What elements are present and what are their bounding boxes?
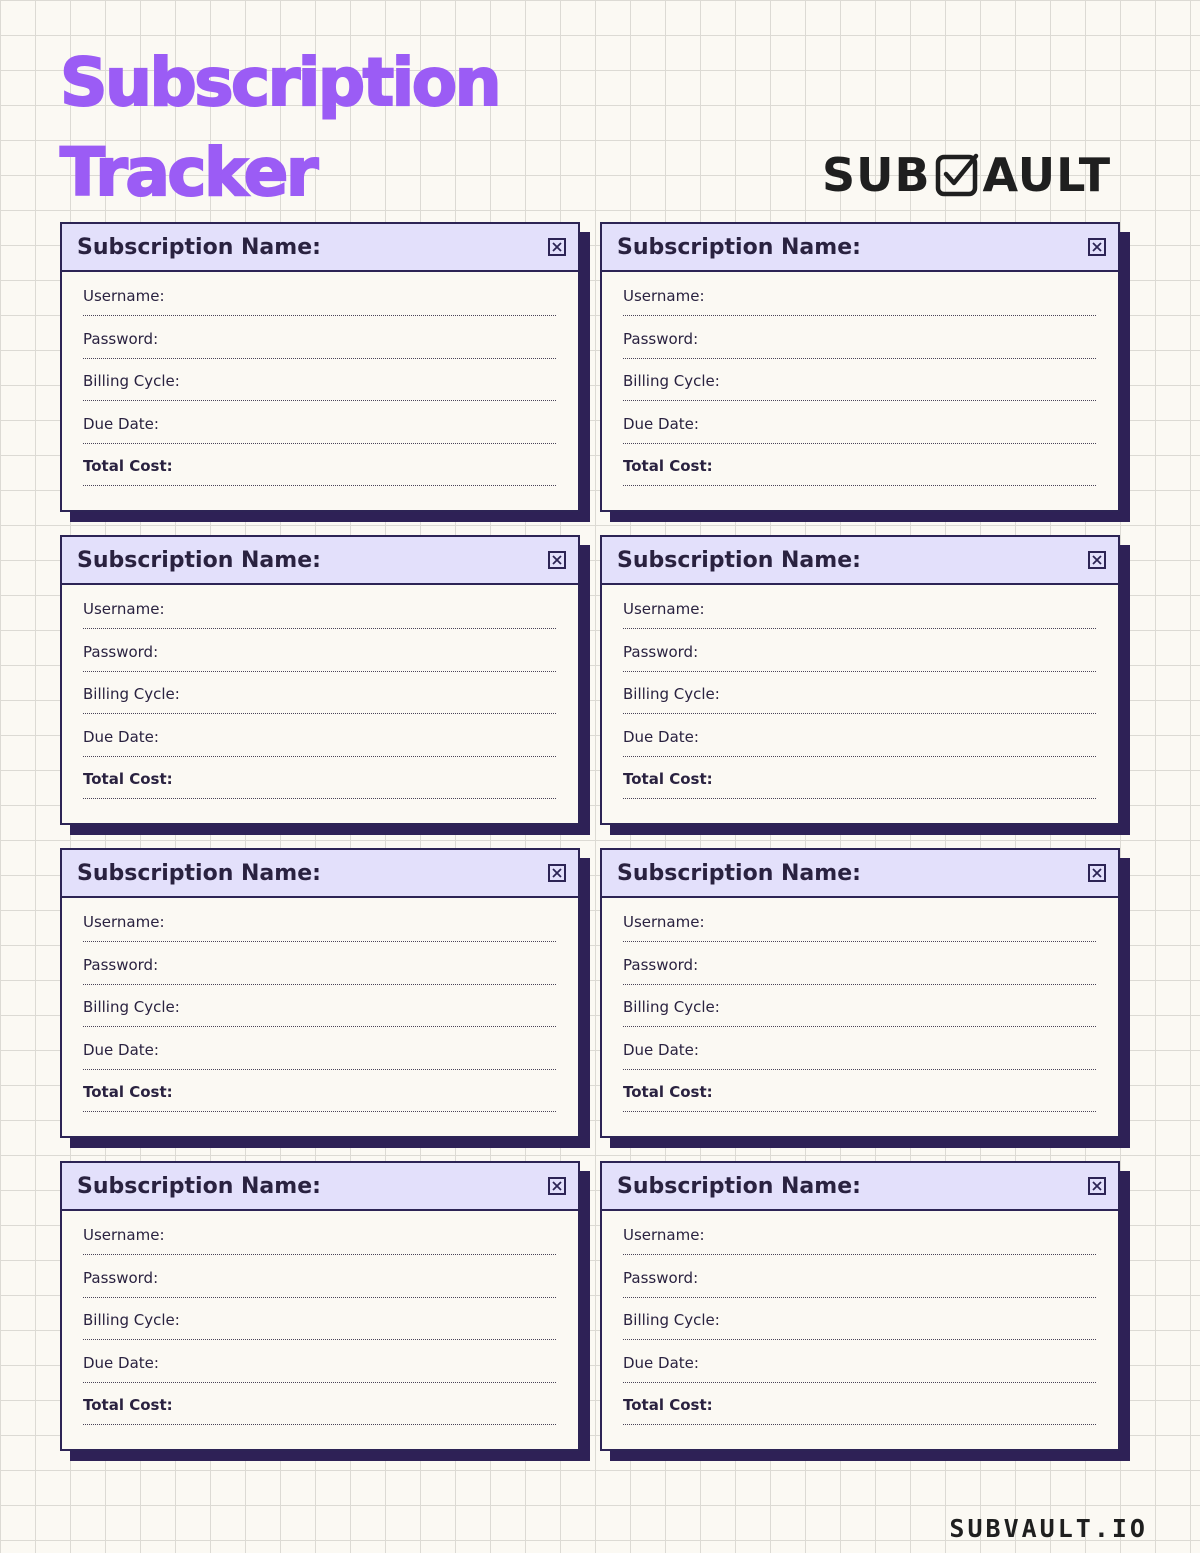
total-cost-field: Total Cost: xyxy=(83,757,556,800)
total-cost-field: Total Cost: xyxy=(623,1383,1096,1426)
username-field: Username: xyxy=(623,1219,1096,1255)
card-body xyxy=(602,585,1118,799)
subscription-card xyxy=(600,848,1120,1138)
billing-cycle-field: Billing Cycle: xyxy=(623,985,1096,1028)
card-header xyxy=(62,850,578,898)
close-box-icon xyxy=(1088,864,1106,882)
password-field: Password: xyxy=(83,316,556,359)
card-body xyxy=(62,585,578,799)
card-header xyxy=(602,224,1118,272)
due-date-field: Due Date: xyxy=(83,1027,556,1070)
subscription-name-label: Subscription Name: xyxy=(617,1173,861,1199)
total-cost-field: Total Cost: xyxy=(623,1070,1096,1113)
username-field: Username: xyxy=(83,593,556,629)
subscription-card xyxy=(600,222,1120,512)
subscription-card xyxy=(600,1161,1120,1451)
page-title-line-2: Tracker xyxy=(60,134,316,211)
close-box-icon xyxy=(548,864,566,882)
username-field: Username: xyxy=(623,280,1096,316)
total-cost-field: Total Cost: xyxy=(83,1070,556,1113)
footer-website: SUBVAULT.IO xyxy=(949,1514,1148,1543)
password-field: Password: xyxy=(83,629,556,672)
username-field: Username: xyxy=(83,1219,556,1255)
subscription-card xyxy=(60,848,580,1138)
billing-cycle-field: Billing Cycle: xyxy=(623,359,1096,402)
card-body xyxy=(602,1211,1118,1425)
subscription-card xyxy=(60,1161,580,1451)
due-date-field: Due Date: xyxy=(83,1340,556,1383)
subscription-name-label: Subscription Name: xyxy=(77,1173,321,1199)
password-field: Password: xyxy=(623,316,1096,359)
card-body xyxy=(62,898,578,1112)
subscription-card xyxy=(60,535,580,825)
password-field: Password: xyxy=(623,629,1096,672)
due-date-field: Due Date: xyxy=(623,714,1096,757)
card-body xyxy=(62,1211,578,1425)
total-cost-field: Total Cost: xyxy=(623,444,1096,487)
subscription-name-label: Subscription Name: xyxy=(77,547,321,573)
close-box-icon xyxy=(1088,551,1106,569)
due-date-field: Due Date: xyxy=(623,1027,1096,1070)
password-field: Password: xyxy=(83,1255,556,1298)
billing-cycle-field: Billing Cycle: xyxy=(623,1298,1096,1341)
card-header xyxy=(602,1163,1118,1211)
billing-cycle-field: Billing Cycle: xyxy=(623,672,1096,715)
billing-cycle-field: Billing Cycle: xyxy=(83,1298,556,1341)
total-cost-field: Total Cost: xyxy=(83,1383,556,1426)
subscription-card xyxy=(60,222,580,512)
billing-cycle-field: Billing Cycle: xyxy=(83,985,556,1028)
password-field: Password: xyxy=(623,942,1096,985)
billing-cycle-field: Billing Cycle: xyxy=(83,672,556,715)
subscription-name-label: Subscription Name: xyxy=(617,860,861,886)
logo-text-left: SUB xyxy=(822,148,931,202)
username-field: Username: xyxy=(623,593,1096,629)
card-body xyxy=(602,898,1118,1112)
due-date-field: Due Date: xyxy=(623,1340,1096,1383)
billing-cycle-field: Billing Cycle: xyxy=(83,359,556,402)
page-title-line-1: Subscription xyxy=(60,44,500,121)
card-body xyxy=(602,272,1118,486)
username-field: Username: xyxy=(623,906,1096,942)
subscription-name-label: Subscription Name: xyxy=(617,234,861,260)
logo-text-right: AULT xyxy=(982,148,1112,202)
close-box-icon xyxy=(548,238,566,256)
card-header xyxy=(602,537,1118,585)
close-box-icon xyxy=(548,1177,566,1195)
total-cost-field: Total Cost: xyxy=(83,444,556,487)
checkbox-check-icon xyxy=(935,153,979,197)
subvault-logo xyxy=(822,150,1111,200)
card-header xyxy=(602,850,1118,898)
password-field: Password: xyxy=(83,942,556,985)
subscription-name-label: Subscription Name: xyxy=(617,547,861,573)
password-field: Password: xyxy=(623,1255,1096,1298)
due-date-field: Due Date: xyxy=(623,401,1096,444)
subscription-name-label: Subscription Name: xyxy=(77,860,321,886)
subscription-name-label: Subscription Name: xyxy=(77,234,321,260)
close-box-icon xyxy=(548,551,566,569)
username-field: Username: xyxy=(83,280,556,316)
close-box-icon xyxy=(1088,1177,1106,1195)
card-header xyxy=(62,1163,578,1211)
subscription-card xyxy=(600,535,1120,825)
total-cost-field: Total Cost: xyxy=(623,757,1096,800)
card-body xyxy=(62,272,578,486)
due-date-field: Due Date: xyxy=(83,401,556,444)
card-header xyxy=(62,224,578,272)
close-box-icon xyxy=(1088,238,1106,256)
card-header xyxy=(62,537,578,585)
username-field: Username: xyxy=(83,906,556,942)
due-date-field: Due Date: xyxy=(83,714,556,757)
